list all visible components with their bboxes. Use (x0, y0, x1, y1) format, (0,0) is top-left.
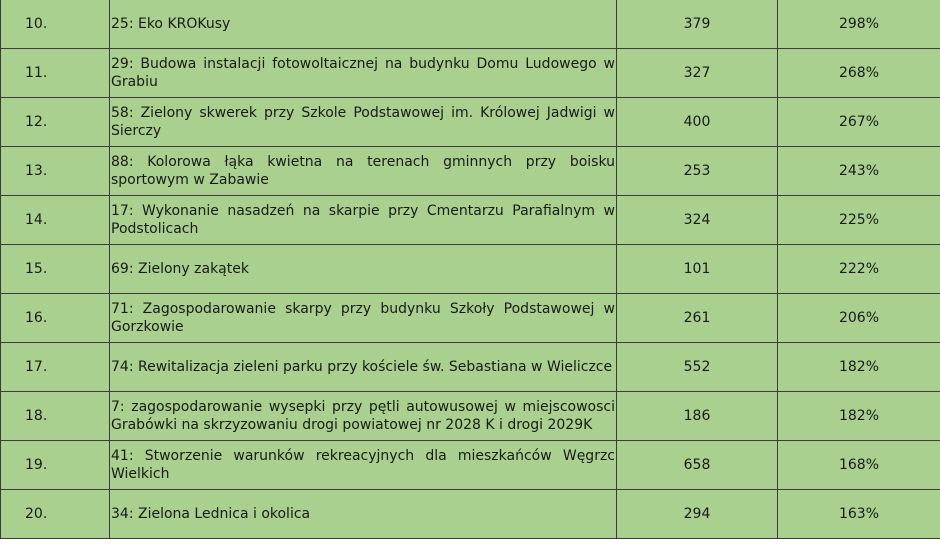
percent-cell: 267% (778, 98, 940, 147)
project-title-cell: 69: Zielony zakątek (110, 245, 617, 294)
percent-cell: 225% (778, 196, 940, 245)
rank-cell: 16. (1, 294, 110, 343)
percent-cell: 182% (778, 343, 940, 392)
project-title-cell: 25: Eko KROKusy (110, 0, 617, 49)
table-row (1, 98, 940, 147)
rank-cell: 15. (1, 245, 110, 294)
votes-cell: 327 (617, 49, 778, 98)
table-row (1, 245, 940, 294)
rank-cell: 14. (1, 196, 110, 245)
project-title-cell: 17: Wykonanie nasadzeń na skarpie przy Cmentarzu Parafialnym w Podstolicach (110, 196, 617, 245)
project-title-cell: 74: Rewitalizacja zieleni parku przy kościele św. Sebastiana w Wieliczce (110, 343, 617, 392)
rank-cell: 18. (1, 392, 110, 441)
table-row (1, 49, 940, 98)
votes-cell: 261 (617, 294, 778, 343)
votes-cell: 294 (617, 490, 778, 539)
table-row (1, 441, 940, 490)
rank-cell: 12. (1, 98, 110, 147)
votes-cell: 253 (617, 147, 778, 196)
rank-cell: 13. (1, 147, 110, 196)
rank-cell: 17. (1, 343, 110, 392)
percent-cell: 206% (778, 294, 940, 343)
table-row (1, 294, 940, 343)
votes-cell: 186 (617, 392, 778, 441)
project-title-cell: 88: Kolorowa łąka kwietna na terenach gminnych przy boisku sportowym w Zabawie (110, 147, 617, 196)
project-title-cell: 41: Stworzenie warunków rekreacyjnych dla mieszkańców Węgrzc Wielkich (110, 441, 617, 490)
table-row (1, 147, 940, 196)
percent-cell: 182% (778, 392, 940, 441)
percent-cell: 243% (778, 147, 940, 196)
project-title-cell: 71: Zagospodarowanie skarpy przy budynku Szkoły Podstawowej w Gorzkowie (110, 294, 617, 343)
table-row (1, 392, 940, 441)
votes-cell: 324 (617, 196, 778, 245)
rank-cell: 20. (1, 490, 110, 539)
results-table-body (1, 0, 940, 539)
project-title-cell: 58: Zielony skwerek przy Szkole Podstawowej im. Królowej Jadwigi w Sierczy (110, 98, 617, 147)
percent-cell: 222% (778, 245, 940, 294)
rank-cell: 19. (1, 441, 110, 490)
table-row (1, 0, 940, 49)
percent-cell: 168% (778, 441, 940, 490)
table-row (1, 343, 940, 392)
rank-cell: 11. (1, 49, 110, 98)
project-title-cell: 34: Zielona Lednica i okolica (110, 490, 617, 539)
votes-cell: 552 (617, 343, 778, 392)
percent-cell: 268% (778, 49, 940, 98)
votes-cell: 400 (617, 98, 778, 147)
table-row (1, 196, 940, 245)
table-row (1, 490, 940, 539)
percent-cell: 298% (778, 0, 940, 49)
votes-cell: 658 (617, 441, 778, 490)
project-title-cell: 29: Budowa instalacji fotowoltaicznej na budynku Domu Ludowego w Grabiu (110, 49, 617, 98)
percent-cell: 163% (778, 490, 940, 539)
rank-cell: 10. (1, 0, 110, 49)
votes-cell: 101 (617, 245, 778, 294)
votes-cell: 379 (617, 0, 778, 49)
project-title-cell: 7: zagospodarowanie wysepki przy pętli autowusowej w miejscowosci Grabówki na skrzyzowaniu drogi powiatowej nr 2028 K i drogi 2029K (110, 392, 617, 441)
